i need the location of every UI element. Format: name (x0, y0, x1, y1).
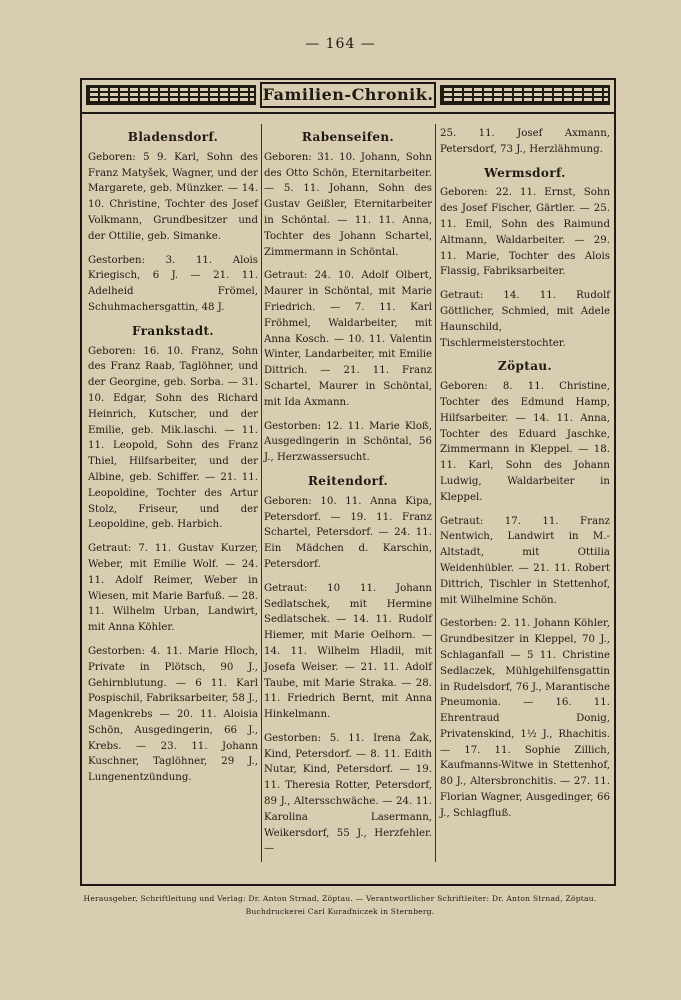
village-section (88, 324, 258, 786)
village-heading: Frankstadt. (131, 323, 215, 338)
entry: Geboren: 31. 10. Johann, Sohn des Otto Schön, Eternitarbeiter. — 5. 11. Johann, Sohn des Gustav Geißler, Eternitarbeiter in Schöntal. — 11. 11. Anna, Tochter des Johann Schartel, Zimmermann in Schöntal. (264, 151, 432, 258)
village-section (88, 130, 258, 316)
ornament-right (440, 85, 610, 105)
imprint-line: Herausgeber, Schriftleitung und Verlag: Dr. Anton Strnad, Zöptau. — Verantwortlicher Schriftleiter: Dr. Anton Strnad, Zöptau. (83, 894, 597, 903)
entry: Getraut: 10 11. Johann Sedlatschek, mit Hermine Sedlatschek. — 14. 11. Rudolf Hiemer, mit Marie Oelhorn. — 14. 11. Wilhelm Hladil, mit Josefa Weiser. — 21. 11. Adolf Taube, mit Marie Straka. — 28. 11. Friedrich Bernt, mit Anna Hinkelmann. (264, 582, 432, 721)
village-heading: Wermsdorf. (484, 165, 566, 180)
village-section (264, 130, 432, 466)
entry: Getraut: 14. 11. Rudolf Göttlicher, Schmied, mit Adele Haunschild, Tischlermeisterstochter. (440, 290, 610, 349)
village-section (264, 474, 432, 857)
chronicle-frame (80, 78, 616, 886)
column-divider (435, 124, 436, 862)
village-section (440, 166, 610, 352)
imprint-footer (40, 892, 640, 918)
entry: Geboren: 16. 10. Franz, Sohn des Franz Raab, Taglöhner, und der Georgine, geb. Sorba. — 31. 10. Edgar, Sohn des Richard Heinrich, Kutscher, und der Emilie, geb. Mik.laschi. — 11. 11. Leopold, Sohn des Franz Thiel, Hilfsarbeiter, und der Albine, geb. Schiffer. — 21. 11. Leopoldine, Tochter des Artur Stolz, Friseur, und der Leopoldine, geb. Harbich. (88, 345, 258, 531)
village-heading: Zöptau. (497, 359, 553, 374)
entry: 25. 11. Josef Axmann, Petersdorf, 73 J., Herzlähmung. (440, 128, 610, 155)
entry: Geboren: 8. 11. Christine, Tochter des Edmund Hamp, Hilfsarbeiter. — 14. 11. Anna, Tochter des Eduard Jaschke, Zimmermann in Kleppel. — 18. 11. Karl, Sohn des Johann Ludwig, Waldarbeiter in Kleppel. (440, 381, 610, 503)
entry: Gestorben: 5. 11. Irena Žak, Kind, Petersdorf. — 8. 11. Edith Nutar, Kind, Petersdorf. — 19. 11. Theresia Rotter, Petersdorf, 89 J., Altersschwäche. — 24. 11. Karolina Lasermann, Weikersdorf, 55 J., Herzfehler. — (264, 732, 432, 855)
column-2 (264, 126, 432, 865)
header-band (82, 80, 614, 114)
entry: Geboren: 5 9. Karl, Sohn des Franz Matyšek, Wagner, und der Margarete, geb. Münzker. — 14. 10. Christine, Tochter des Josef Volkmann, Grundbesitzer und der Ottilie, geb. Simanke. (88, 151, 258, 242)
section-title: Familien-Chronik. (260, 82, 436, 108)
page-number: — 164 — (305, 36, 376, 52)
printer-line: Buchdruckerei Carl Kuraďniczek in Sternberg. (245, 907, 435, 916)
village-section (440, 359, 610, 821)
entry: Gestorben: 2. 11. Johann Köhler, Grundbesitzer in Kleppel, 70 J., Schlaganfall — 5 11. Christine Sedlaczek, Mühlgehilfensgattin in Rudelsdorf, 76 J., Marantische Pneumonia. — 16. 11. Ehrentraud Donig, Privatenskind, 1½ J., Rhachitis. — 17. 11. Sophie Zillich, Kaufmanns-Witwe in Stettenhof, 80 J., Altersbronchitis. — 27. 11. Florian Wagner, Ausgedinger, 66 J., Schlagfluß. (440, 618, 610, 819)
village-heading: Rabenseifen. (301, 130, 395, 144)
entry: Getraut: 7. 11. Gustav Kurzer, Weber, mit Emilie Wolf. — 24. 11. Adolf Reimer, Weber in Wiesen, mit Marie Barfuß. — 28. 11. Wilhelm Urban, Landwirt, mit Anna Köhler. (88, 543, 258, 634)
entry: Gestorben: 4. 11. Marie Hloch, Private in Plötsch, 90 J., Gehirnblutung. — 6 11. Karl Pospischil, Fabriksarbeiter, 58 J., Magenkrebs — 20. 11. Aloisia Schön, Ausgedingerin, 66 J., Krebs. — 23. 11. Johann Kuschner, Taglöhner, 29 J., Lungenentzündung. (88, 645, 258, 784)
entry: Getraut: 17. 11. Franz Nentwich, Landwirt in M.-Altstadt, mit Ottilia Weidenhübler. — 21. 11. Robert Dittrich, Tischler in Stettenhof, mit Wilhelmine Schön. (440, 515, 610, 606)
column-1 (88, 126, 258, 794)
entry: Gestorben: 12. 11. Marie Kloß, Ausgedingerin in Schöntal, 56 J., Herzwassersucht. (264, 420, 432, 464)
entry: Geboren: 22. 11. Ernst, Sohn des Josef Fischer, Gärtler. — 25. 11. Emil, Sohn des Raimund Altmann, Waldarbeiter. — 29. 11. Marie, Tochter des Alois Flassig, Fabriksarbeiter. (440, 187, 610, 278)
village-section-continued (440, 126, 610, 158)
village-heading: Bladensdorf. (127, 130, 219, 144)
village-heading: Reitendorf. (307, 473, 389, 488)
column-3 (440, 126, 610, 830)
entry: Geboren: 10. 11. Anna Kipa, Petersdorf. — 19. 11. Franz Schartel, Petersdorf. — 24. 11. Ein Mädchen d. Karschin, Petersdorf. (264, 495, 432, 570)
column-divider (261, 124, 262, 862)
entry: Gestorben: 3. 11. Alois Kriegisch, 6 J. — 21. 11. Adelheid Frömel, Schuhmachersgattin, 48 J. (88, 254, 258, 313)
entry: Getraut: 24. 10. Adolf Olbert, Maurer in Schöntal, mit Marie Friedrich. — 7. 11. Karl Fröhmel, Waldarbeiter, mit Anna Kosch. — 10. 11. Valentin Winter, Landarbeiter, mit Emilie Dittrich. — 21. 11. Franz Schartel, Maurer in Schöntal, mit Ida Axmann. (264, 270, 432, 408)
ornament-left (86, 85, 256, 105)
